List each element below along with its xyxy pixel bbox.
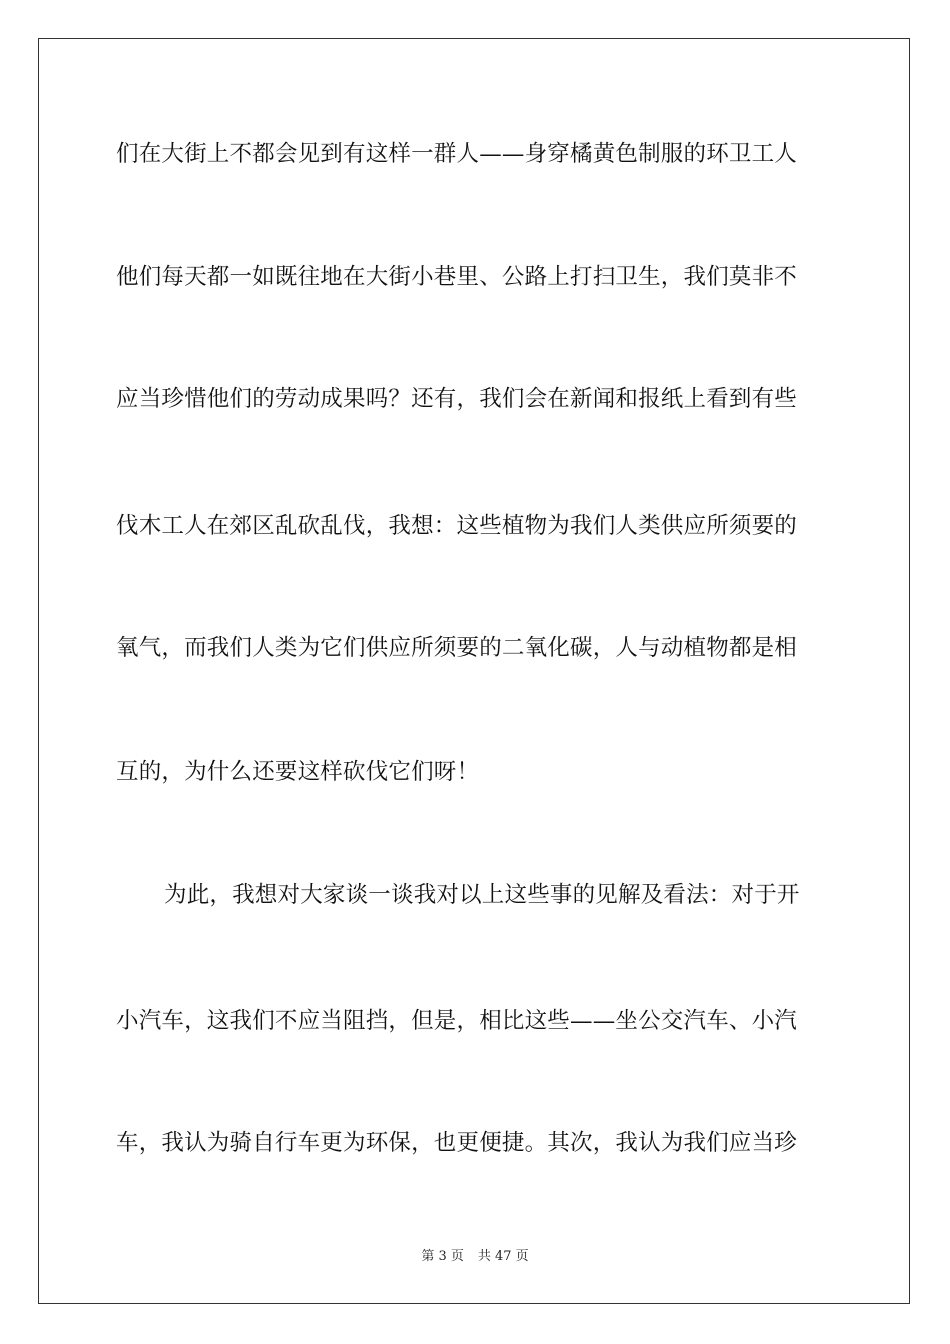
paragraph-line-7: 为此，我想对大家谈一谈我对以上这些事的见解及看法：对于开	[164, 882, 800, 908]
paragraph-line-9: 车，我认为骑自行车更为环保，也更便捷。其次，我认为我们应当珍	[116, 1130, 798, 1156]
page-border	[38, 38, 910, 1304]
page-number: 第 3 页	[421, 1249, 464, 1264]
paragraph-line-8: 小汽车，这我们不应当阻挡，但是，相比这些——坐公交汽车、小汽	[116, 1008, 798, 1034]
page-footer	[0, 1249, 950, 1265]
paragraph-line-6: 互的，为什么还要这样砍伐它们呀！	[116, 759, 480, 785]
paragraph-line-3: 应当珍惜他们的劳动成果吗？还有，我们会在新闻和报纸上看到有些	[116, 386, 798, 412]
paragraph-line-5: 氧气，而我们人类为它们供应所须要的二氧化碳，人与动植物都是相	[116, 635, 798, 661]
paragraph-line-2: 他们每天都一如既往地在大街小巷里、公路上打扫卫生，我们莫非不	[116, 264, 798, 290]
paragraph-line-1: 们在大街上不都会见到有这样一群人——身穿橘黄色制服的环卫工人	[116, 141, 798, 167]
paragraph-line-4: 伐木工人在郊区乱砍乱伐，我想：这些植物为我们人类供应所须要的	[116, 513, 798, 539]
page-total: 共 47 页	[477, 1249, 529, 1264]
